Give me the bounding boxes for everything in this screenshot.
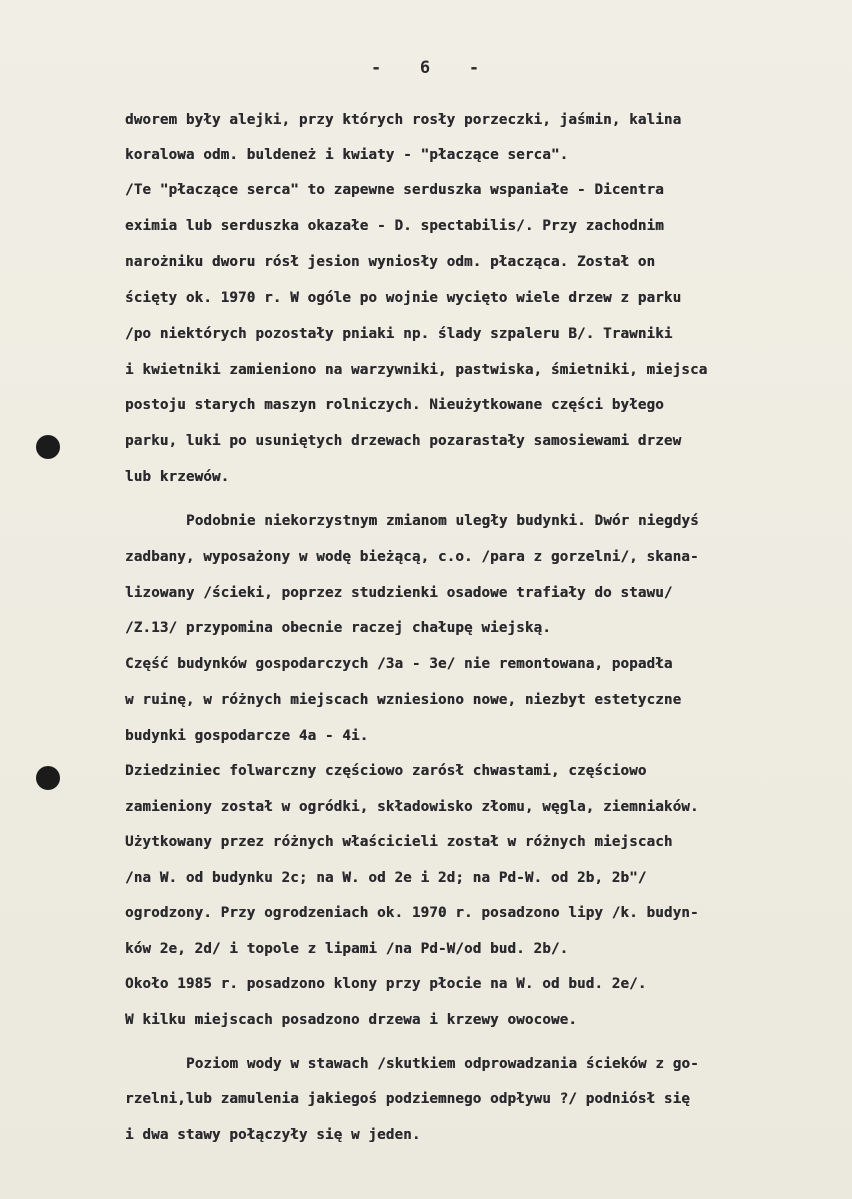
text-line: narożniku dworu rósł jesion wyniosły odm. płacząca. Został on: [125, 254, 656, 270]
text-line: Poziom wody w stawach /skutkiem odprowadzania ścieków z go-: [186, 1056, 699, 1072]
text-line: ścięty ok. 1970 r. W ogóle po wojnie wycięto wiele drzew z parku: [125, 290, 682, 306]
text-line: Podobnie niekorzystnym zmianom uległy budynki. Dwór niegdyś: [186, 513, 699, 529]
text-line: zamieniony został w ogródki, składowisko złomu, węgla, ziemniaków.: [125, 799, 699, 815]
text-line: budynki gospodarcze 4a - 4i.: [125, 728, 369, 744]
punch-hole-lower: [36, 766, 60, 790]
text-line: ogrodzony. Przy ogrodzeniach ok. 1970 r. posadzono lipy /k. budyn-: [125, 905, 699, 921]
text-line: /Z.13/ przypomina obecnie raczej chałupę wiejską.: [125, 620, 551, 636]
text-line: /Te "płaczące serca" to zapewne serduszka wspaniałe - Dicentra: [125, 182, 664, 198]
text-line: postoju starych maszyn rolniczych. Nieużytkowane części byłego: [125, 397, 664, 413]
text-line: /na W. od budynku 2c; na W. od 2e i 2d; na Pd-W. od 2b, 2b"/: [125, 870, 647, 886]
text-line: lizowany /ścieki, poprzez studzienki osadowe trafiały do stawu/: [125, 585, 673, 601]
text-line: Dziedziniec folwarczny częściowo zarósł chwastami, częściowo: [125, 763, 647, 779]
text-line: Użytkowany przez różnych właścicieli został w różnych miejscach: [125, 834, 673, 850]
text-line: w ruinę, w różnych miejscach wzniesiono nowe, niezbyt estetyczne: [125, 692, 682, 708]
text-line: rzelni,lub zamulenia jakiegoś podziemnego odpływu ?/ podniósł się: [125, 1091, 690, 1107]
text-line: dworem były alejki, przy których rosły porzeczki, jaśmin, kalina: [125, 112, 682, 128]
text-line: zadbany, wyposażony w wodę bieżącą, c.o. /para z gorzelni/, skana-: [125, 549, 699, 565]
text-line: eximia lub serduszka okazałe - D. spectabilis/. Przy zachodnim: [125, 218, 664, 234]
text-line: i dwa stawy połączyły się w jeden.: [125, 1127, 421, 1143]
punch-hole-upper: [36, 435, 60, 459]
page-number: - 6 -: [370, 58, 482, 78]
text-line: W kilku miejscach posadzono drzewa i krzewy owocowe.: [125, 1012, 577, 1028]
text-line: Część budynków gospodarczych /3a - 3e/ nie remontowana, popadła: [125, 656, 673, 672]
text-line: lub krzewów.: [125, 469, 230, 485]
text-line: ków 2e, 2d/ i topole z lipami /na Pd-W/od bud. 2b/.: [125, 941, 569, 957]
text-line: koralowa odm. buldeneż i kwiaty - "płaczące serca".: [125, 147, 569, 163]
text-line: parku, luki po usuniętych drzewach pozarastały samosiewami drzew: [125, 433, 682, 449]
text-line: /po niektórych pozostały pniaki np. ślady szpaleru B/. Trawniki: [125, 326, 673, 342]
text-line: i kwietniki zamieniono na warzywniki, pastwiska, śmietniki, miejsca: [125, 362, 708, 378]
text-line: Około 1985 r. posadzono klony przy płocie na W. od bud. 2e/.: [125, 976, 647, 992]
